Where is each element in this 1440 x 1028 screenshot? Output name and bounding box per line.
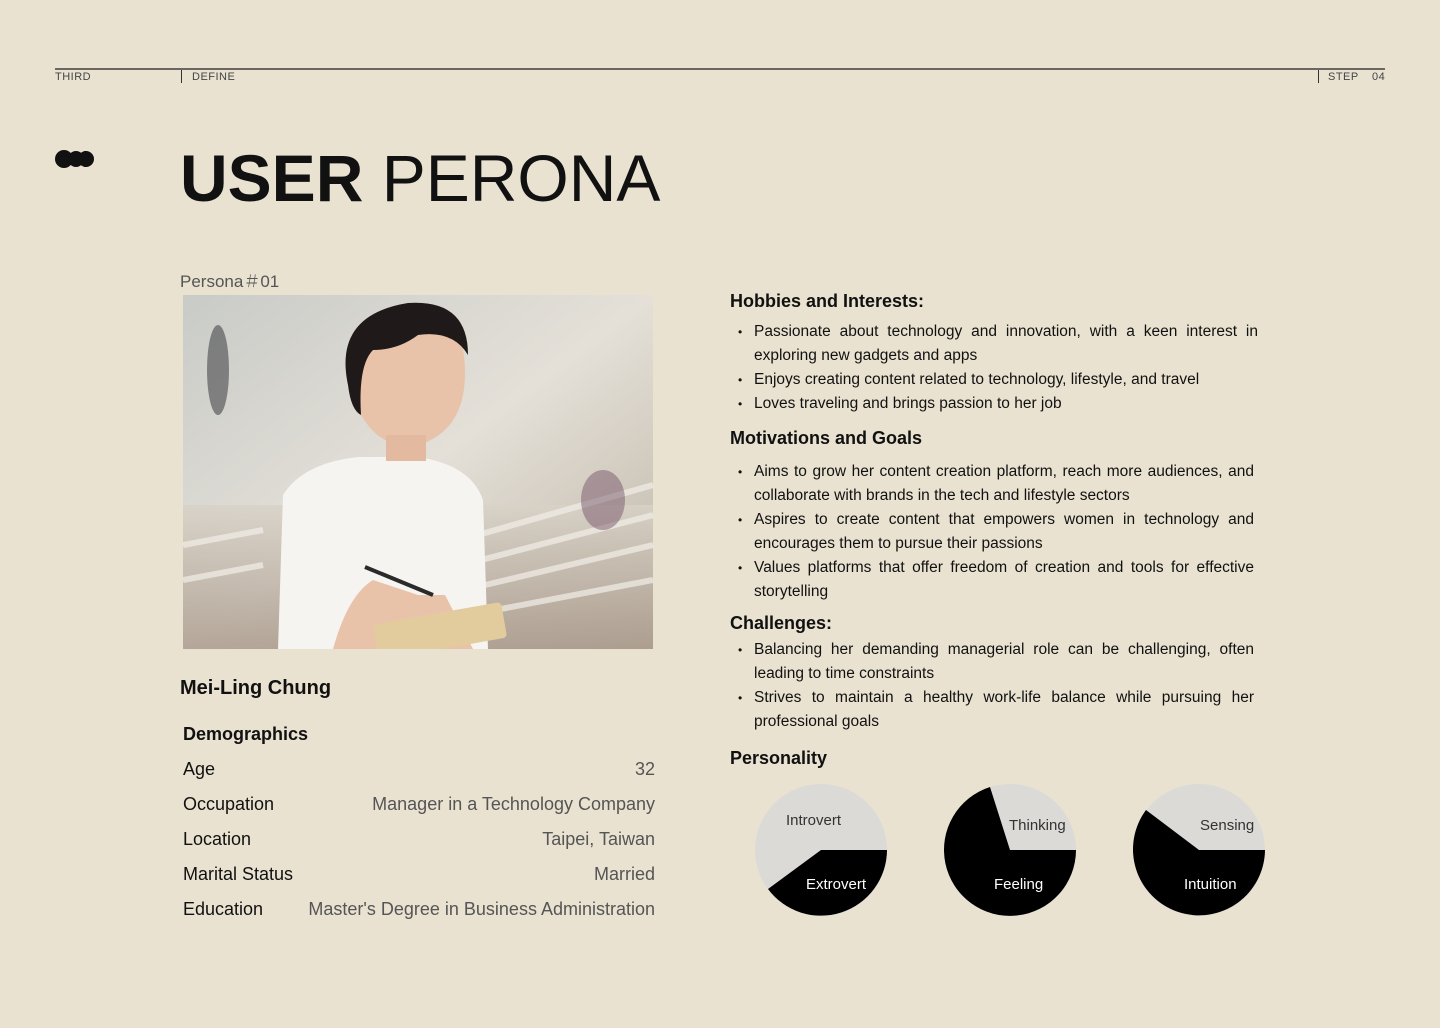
challenges-list xyxy=(738,638,1254,734)
title-regular: PERONA xyxy=(381,141,661,215)
demographic-value: Married xyxy=(593,864,655,884)
hobbies-list xyxy=(738,320,1258,416)
header-divider xyxy=(1318,70,1319,83)
header-step-label: STEP xyxy=(1328,71,1359,83)
pie-light-label: Sensing xyxy=(1200,817,1255,834)
list-item: • Aspires to create content that empowers women in technology and encourages them to pursue their passions xyxy=(738,508,1254,556)
demographic-row-marital-status xyxy=(183,864,655,888)
demographics-heading: Demographics xyxy=(183,724,309,744)
hobbies-heading: Hobbies and Interests: xyxy=(730,291,925,311)
personality-pie-thinking-feeling xyxy=(943,783,1077,917)
demographic-label: Occupation xyxy=(183,794,275,814)
brand-logo-icon xyxy=(55,150,97,168)
pie-light-label: Thinking xyxy=(1009,817,1066,834)
motivations-list xyxy=(738,460,1254,604)
challenges-heading: Challenges: xyxy=(730,613,833,633)
list-item: • Enjoys creating content related to technology, lifestyle, and travel xyxy=(738,368,1258,392)
persona-name: Mei-Ling Chung xyxy=(180,677,332,699)
motivations-heading: Motivations and Goals xyxy=(730,428,923,448)
header-rule xyxy=(55,68,1385,70)
page-title xyxy=(180,138,660,218)
list-item: • Balancing her demanding managerial role can be challenging, often leading to time constraints xyxy=(738,638,1254,686)
demographic-label: Marital Status xyxy=(183,864,294,884)
pie-dark-label: Intuition xyxy=(1184,876,1237,893)
demographic-label: Education xyxy=(183,899,264,919)
demographic-value: Master's Degree in Business Administration xyxy=(308,899,655,919)
personality-pie-sensing-intuition xyxy=(1132,783,1266,917)
persona-id: Persona＃01 xyxy=(180,272,280,291)
list-item: • Aims to grow her content creation platform, reach more audiences, and collaborate with brands in the tech and lifestyle sectors xyxy=(738,460,1254,508)
personality-heading: Personality xyxy=(730,748,828,768)
list-item: • Values platforms that offer freedom of creation and tools for effective storytelling xyxy=(738,556,1254,604)
demographic-row-age xyxy=(183,759,655,783)
list-item: • Strives to maintain a healthy work-life balance while pursuing her professional goals xyxy=(738,686,1254,734)
demographic-value: Manager in a Technology Company xyxy=(372,794,655,814)
pie-dark-label: Feeling xyxy=(994,876,1044,893)
list-item: • Loves traveling and brings passion to her job xyxy=(738,392,1258,416)
pie-light-label: Introvert xyxy=(786,812,842,829)
header-step-number: 04 xyxy=(1372,71,1386,83)
demographic-label: Location xyxy=(183,829,252,849)
pie-dark-label: Extrovert xyxy=(806,876,867,893)
header-section-label: DEFINE xyxy=(192,71,236,83)
header-divider xyxy=(181,70,182,83)
personality-pie-introvert-extrovert xyxy=(754,783,888,917)
demographic-label: Age xyxy=(183,759,216,779)
persona-photo xyxy=(183,295,653,649)
demographic-row-education xyxy=(183,899,655,923)
header-left-label: THIRD xyxy=(55,71,92,83)
title-bold: USER xyxy=(180,141,364,215)
demographic-value: Taipei, Taiwan xyxy=(542,829,655,849)
list-item: • Passionate about technology and innovation, with a keen interest in exploring new gadgets and apps xyxy=(738,320,1258,368)
demographic-value: 32 xyxy=(634,759,655,779)
demographic-row-location xyxy=(183,829,655,853)
demographic-row-occupation xyxy=(183,794,655,818)
